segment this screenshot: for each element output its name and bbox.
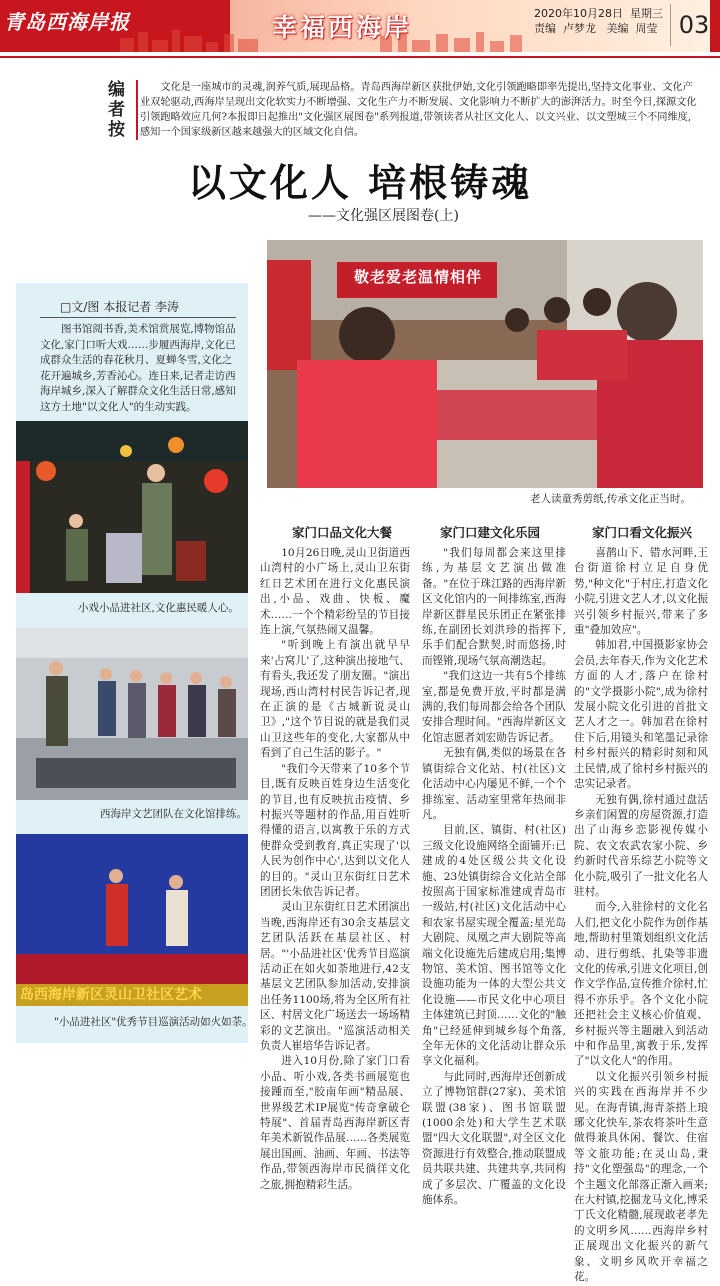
byline-rule <box>40 317 236 318</box>
main-photo <box>267 240 703 488</box>
tour-banner-text: 岛西海岸新区灵山卫社区艺术 <box>20 987 202 1003</box>
header-divider <box>0 52 720 58</box>
paragraph: 无独有偶,类似的场景在各镇街综合文化站、村(社区)文化活动中心内屡见不鲜,一个个排练室、活动室里常年热闹非凡。 <box>422 747 566 821</box>
photo-rehearsal <box>16 628 248 800</box>
paragraph: 韩加君,中国摄影家协会会员,去年春天,作为文化艺术方面的人才,落户在徐村的"文学摄影小院",成为徐村发展小院文化引进的首批文艺人才之一。韩加君在徐村住下后,用镜头和笔墨记录徐村乡村振兴的精彩时刻和风土民情,成了徐村乡村振兴的忠实记录者。 <box>574 639 708 791</box>
article-column-2 <box>422 546 566 1208</box>
issue-weekday: 星期三 <box>630 7 663 20</box>
section-banner: 幸福西海岸 <box>272 13 413 42</box>
headline: 以文化人 培根铸魂 <box>187 161 533 205</box>
photo-tour-performance <box>16 834 248 1006</box>
paragraph: "听到晚上有演出就早早来'占窝儿'了,这种演出接地气、有看头,我还发了朋友圈。"演出现场,西山湾村村民告诉记者,现在正演的是《古城新说灵山卫》,"这个节目说的就是我们灵山卫这些年的变化,大家都从中看到了自己生活的影子。" <box>260 639 410 760</box>
masthead: 青岛西海岸报 <box>4 10 130 34</box>
staff-name: 卢梦龙 <box>563 22 596 35</box>
main-photo-banner: 敬老爱老温情相伴 <box>353 268 482 286</box>
paragraph: 以文化振兴引领乡村振兴的实践在西海岸并不少见。在海青镇,海青茶搭上琅琊文化快车,茶农将茶叶生意做得兼具休闲、餐饮、住宿等文旅功能;在灵山岛,秉持"文化塑强岛"的理念,一个个主题文化部落正渐入画来;在大村镇,挖掘龙马文化,博采丁氏文化精髓,展现敢老孝先的文明乡风……西海岸乡村正展现出文化振兴的新气象、文明乡风吹开幸福之花。 <box>574 1070 708 1284</box>
issue-info <box>534 6 663 36</box>
paragraph: 无独有偶,徐村通过盘活乡亲们闲置的房屋资源,打造出了山海乡恋影视传媒小院、农文农武农家小院、乡约新时代音乐综艺小院等文化小院,吸引了一批文化名人驻村。 <box>574 793 708 898</box>
column-title: 家门口品文化大餐 <box>292 525 393 540</box>
byline: □文/图 本报记者 李涛 <box>60 300 180 314</box>
article-column-1 <box>260 546 410 1193</box>
tour-stage-scene <box>16 834 248 1006</box>
staff-role: 美编 <box>606 22 629 35</box>
issue-date: 2020年10月28日 <box>534 7 623 20</box>
article-column-3 <box>574 546 708 1286</box>
stage-scene <box>16 421 248 593</box>
staff-role: 责编 <box>534 22 556 35</box>
lead-paragraph: 图书馆阅书香,美术馆赏展览,博物馆品文化,家门口听大戏……步履西海岸,文化已成群众生活的春花秋月、夏蝉冬雪,文化之花开遍城乡,芳香沁心。连日来,记者走访西海岸城乡,深入了解群众文化生活日常,感知这方土地"以文化人"的生动实践。 <box>40 323 236 413</box>
paragraph: 目前,区、镇街、村(社区)三级文化设施网络全面铺开:已建成的4处区级公共文化设施、23处镇街综合文化站全部按照高于国家标准建成青岛市一级站,村(社区)文化活动中心和农家书屋实现全覆盖;星光岛大剧院、凤凰之声大剧院等高端文化设施先后建成启用;集博物馆、美术馆、图书馆等文化设施功能为一体的大型公共文化设施——市民文化中心项目主体建筑已封顶……文化的"触角"已经延伸到城乡每个角落,全年无休的文化活动让群众乐享文化福利。 <box>422 824 566 1068</box>
paragraph: "我们每周都会来这里排练,为基层文艺演出做准备。"在位于珠江路的西海岸新区文化馆内的一间排练室,西海岸新区群星民乐团正在紧张排练,在副团长刘洪珍的指挥下,乐手们配合默契,时而悠扬,时而铿锵,现场气氛高潮迭起。 <box>422 547 566 667</box>
staff-name: 周莹 <box>635 22 658 35</box>
column-title: 家门口建文化乐园 <box>440 525 541 540</box>
photo-community-show <box>16 421 248 593</box>
photo-rehearsal-caption: 西海岸文艺团队在文化馆排练。 <box>100 808 247 820</box>
page-header <box>0 0 720 52</box>
subheadline: ——文化强区展图卷(上) <box>308 208 459 224</box>
paragraph: "我们这边一共有5个排练室,都是免费开放,平时都是满满的,我们每周都会给各个团队安排合理时间。"西海岸新区文化馆志愿者刘宏勋告诉记者。 <box>422 670 566 744</box>
column-title: 家门口看文化振兴 <box>592 525 693 540</box>
photo-community-show-caption: 小戏小品进社区,文化惠民暖人心。 <box>78 602 239 614</box>
main-photo-caption: 老人读童秀剪纸,传承文化正当时。 <box>530 493 691 505</box>
paragraph: 10月26日晚,灵山卫街道西山湾村的小广场上,灵山卫东街红日艺术团在进行文化惠民演出,小品、戏曲、快板、魔术……一个个精彩纷呈的节目接连上演,气氛热闹又温馨。 <box>260 547 410 637</box>
editor-note-text: 文化是一座城市的灵魂,润养气质,展现品格。青岛西海岸新区获批伊始,文化引领跑略即率先提出,坚持文化事业、文化产业双轮驱动,西海岸呈现出文化软实力不断增强、文化生产力不断发展、文化影响力不断扩大的澎湃活力。时至今日,探源文化引领跑略效应几何?本报即日起推出"文化强区展图卷"系列报道,带领读者从社区文化人、以文兴业、以文塑城三个不同维度,感知一个国家级新区越来越强大的区域文化自信。 <box>140 82 697 138</box>
paragraph: 喜鹊山下、错水河畔,王台街道徐村立足自身优势,"种文化"于村庄,打造文化小院,引进文艺人才,以文化振兴引领乡村振兴,带来了多重"叠加效应"。 <box>574 547 708 637</box>
paragraph: 灵山卫东街红日艺术团演出当晚,西海岸还有30余支基层文艺团队活跃在基层社区、村居。"'小品进社区'优秀节目巡演活动正在如火如荼地进行,42支基层文艺团队参加活动,安排演出任务1100场,将为全区所有社区、村居文化广场送去一场场精彩的文艺演出。"巡演活动相关负责人崔培华告诉记者。 <box>260 901 410 1052</box>
page-number: 03 <box>670 4 717 46</box>
paragraph: "我们今天带来了10多个节目,既有反映百姓身边生活变化的节目,也有反映抗击疫情、乡村振兴等题材的作品,用百姓听得懂的语言,以寓教于乐的方式使群众受到教育,真正实现了'以人民为创作中心',达到以文化人的目的。"灵山卫东街红日艺术团团长朱依告诉记者。 <box>260 762 410 898</box>
paragraph: 进入10月份,除了家门口看小品、听小戏,各类书画展览也接踵而至,"胶南年画"精品展、世界级艺术IP展览"传奇拿破仑特展"、首届青岛西海岸新区青年美术新锐作品展……各类展览展出国画、油画、年画、书法等作品,带领西海岸市民徜徉文化之旅,拥抱精彩生活。 <box>260 1055 410 1191</box>
editor-note-bar <box>136 80 138 140</box>
photo-tour-caption: "小品进社区"优秀节目巡演活动如火如荼。 <box>54 1016 253 1028</box>
rehearsal-scene <box>16 628 248 800</box>
paragraph: 与此同时,西海岸还创新成立了博物馆群(27家)、美术馆联盟(38家)、图书馆联盟(1000余处)和大学生艺术联盟"四大文化联盟",对全区文化资源进行有效整合,推动联盟成员共联共建、共建共享,共同构成了多层次、广覆盖的文化设施体系。 <box>422 1070 566 1207</box>
paragraph: 而今,入驻徐村的文化名人们,把文化小院作为创作基地,帮助村里策划组织文化活动、进行剪纸、扎染等非遗文化的传承,引进文化项目,创作文学作品,宣传推介徐村,忙得不亦乐乎。各个文化小院还把社会主义核心价值观、乡村振兴等主题融入到活动中和作品里,寓教于乐,发挥了"以文化人"的作用。 <box>574 901 708 1068</box>
editor-note-label: 编者按 <box>108 80 125 140</box>
